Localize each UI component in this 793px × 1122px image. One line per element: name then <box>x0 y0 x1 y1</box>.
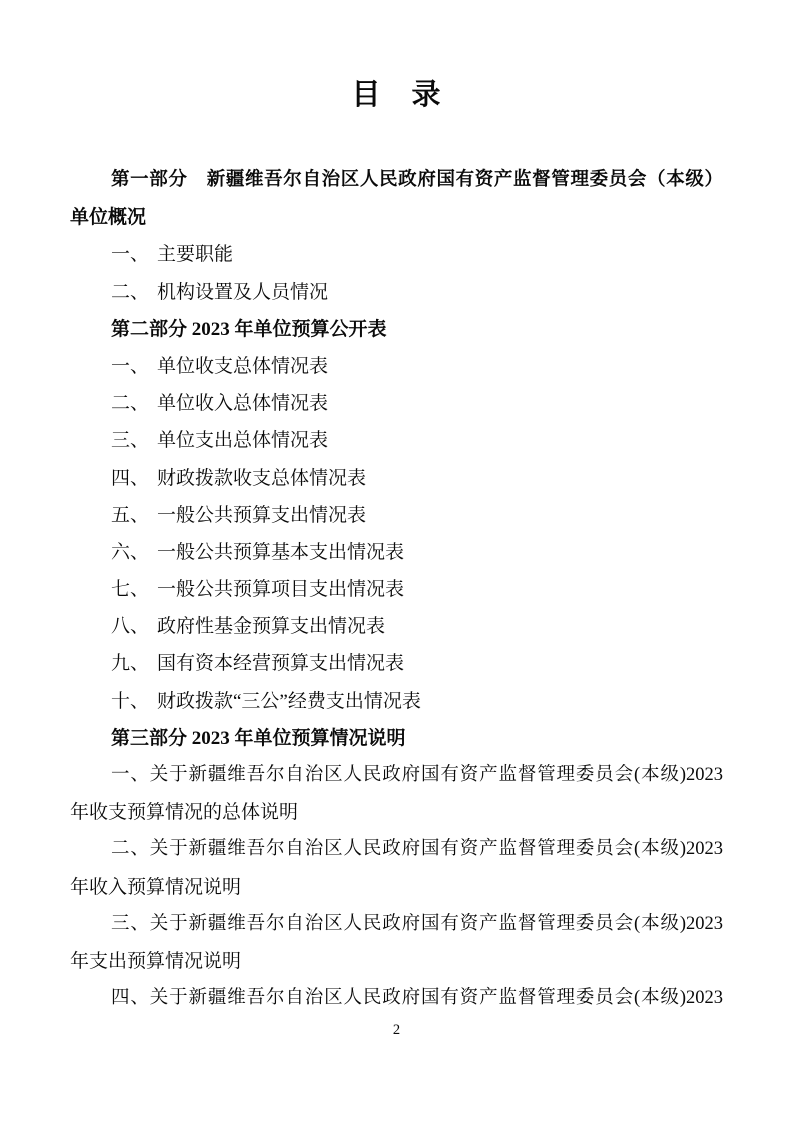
toc-entry-text: 第一部分 新疆维吾尔自治区人民政府国有资产监督管理委员会（本级） <box>111 170 723 190</box>
toc-entry-marker: 八、 <box>111 616 150 638</box>
toc-entry-text: 一般公共预算支出情况表 <box>157 504 367 526</box>
toc-entry-text: 机构设置及人员情况 <box>157 281 329 303</box>
toc-entry-marker: 五、 <box>111 504 150 526</box>
toc-entry-text: 关于新疆维吾尔自治区人民政府国有资产监督管理委员会(本级)2023 <box>149 765 723 785</box>
toc-entry-text: 国有资本经营预算支出情况表 <box>157 653 405 675</box>
toc-entry-text: 财政拨款收支总体情况表 <box>157 467 367 489</box>
toc-entry <box>70 683 723 720</box>
toc-entry-text: 年收入预算情况说明 <box>70 876 242 898</box>
toc-entry-marker: 三、 <box>111 430 150 452</box>
toc-entry-continuation <box>70 794 723 831</box>
toc-entry-marker: 一、 <box>111 355 150 377</box>
toc-entry-text: 单位概况 <box>70 207 147 229</box>
toc-part-heading-continuation <box>70 199 723 236</box>
toc-entry-text: 单位收支总体情况表 <box>157 355 329 377</box>
toc-entry <box>70 608 723 645</box>
toc-entry-text: 财政拨款“三公”经费支出情况表 <box>157 690 421 712</box>
toc-entry <box>70 497 723 534</box>
toc-entry-text: 主要职能 <box>157 244 234 266</box>
toc-entry-marker: 二、 <box>111 393 150 415</box>
toc-entry-marker: 七、 <box>111 579 150 601</box>
toc-entry-text: 关于新疆维吾尔自治区人民政府国有资产监督管理委员会(本级)2023 <box>149 839 723 860</box>
document-title: 目 录 <box>351 79 442 111</box>
toc-entry-text: 第二部分 2023 年单位预算公开表 <box>111 318 387 340</box>
toc-part-heading <box>70 720 723 757</box>
toc-entry-text: 单位支出总体情况表 <box>157 430 329 452</box>
toc-entry <box>70 831 723 868</box>
toc-entry-text: 一般公共预算基本支出情况表 <box>157 541 405 563</box>
toc-entry-text: 关于新疆维吾尔自治区人民政府国有资产监督管理委员会(本级)2023 <box>149 913 723 934</box>
toc-entry-marker: 一、 <box>111 244 150 266</box>
toc-entry-marker: 四、 <box>111 467 150 489</box>
toc-entry <box>70 236 723 273</box>
toc-entry <box>70 645 723 682</box>
toc-entry-marker: 十、 <box>111 690 150 712</box>
toc-entry-text: 年收支预算情况的总体说明 <box>70 802 299 824</box>
toc-entry <box>70 757 723 794</box>
table-of-contents <box>70 162 723 1017</box>
toc-entry-marker: 六、 <box>111 541 150 563</box>
toc-entry-marker: 二、 <box>111 281 150 303</box>
page-number: 2 <box>392 1022 401 1039</box>
toc-entry <box>70 422 723 459</box>
toc-entry <box>70 906 723 943</box>
toc-entry-text: 年支出预算情况说明 <box>70 950 242 972</box>
toc-entry-text: 政府性基金预算支出情况表 <box>157 616 386 638</box>
toc-entry-marker: 三、 <box>111 913 150 934</box>
toc-entry-text: 单位收入总体情况表 <box>157 393 329 415</box>
toc-part-heading <box>70 311 723 348</box>
toc-entry <box>70 385 723 422</box>
toc-entry-marker: 九、 <box>111 653 150 675</box>
toc-entry <box>70 460 723 497</box>
toc-entry-marker: 一、 <box>111 765 150 785</box>
toc-entry-marker: 四、 <box>111 988 150 1009</box>
toc-part-heading <box>70 162 723 199</box>
toc-entry <box>70 534 723 571</box>
toc-entry-marker: 二、 <box>111 839 150 860</box>
toc-entry-continuation <box>70 869 723 906</box>
toc-entry <box>70 348 723 385</box>
toc-entry <box>70 274 723 311</box>
toc-entry-text: 第三部分 2023 年单位预算情况说明 <box>111 727 406 749</box>
toc-entry <box>70 571 723 608</box>
toc-entry <box>70 980 723 1017</box>
toc-entry-text: 一般公共预算项目支出情况表 <box>157 579 405 601</box>
toc-entry-text: 关于新疆维吾尔自治区人民政府国有资产监督管理委员会(本级)2023 <box>149 988 723 1009</box>
toc-entry-continuation <box>70 943 723 980</box>
